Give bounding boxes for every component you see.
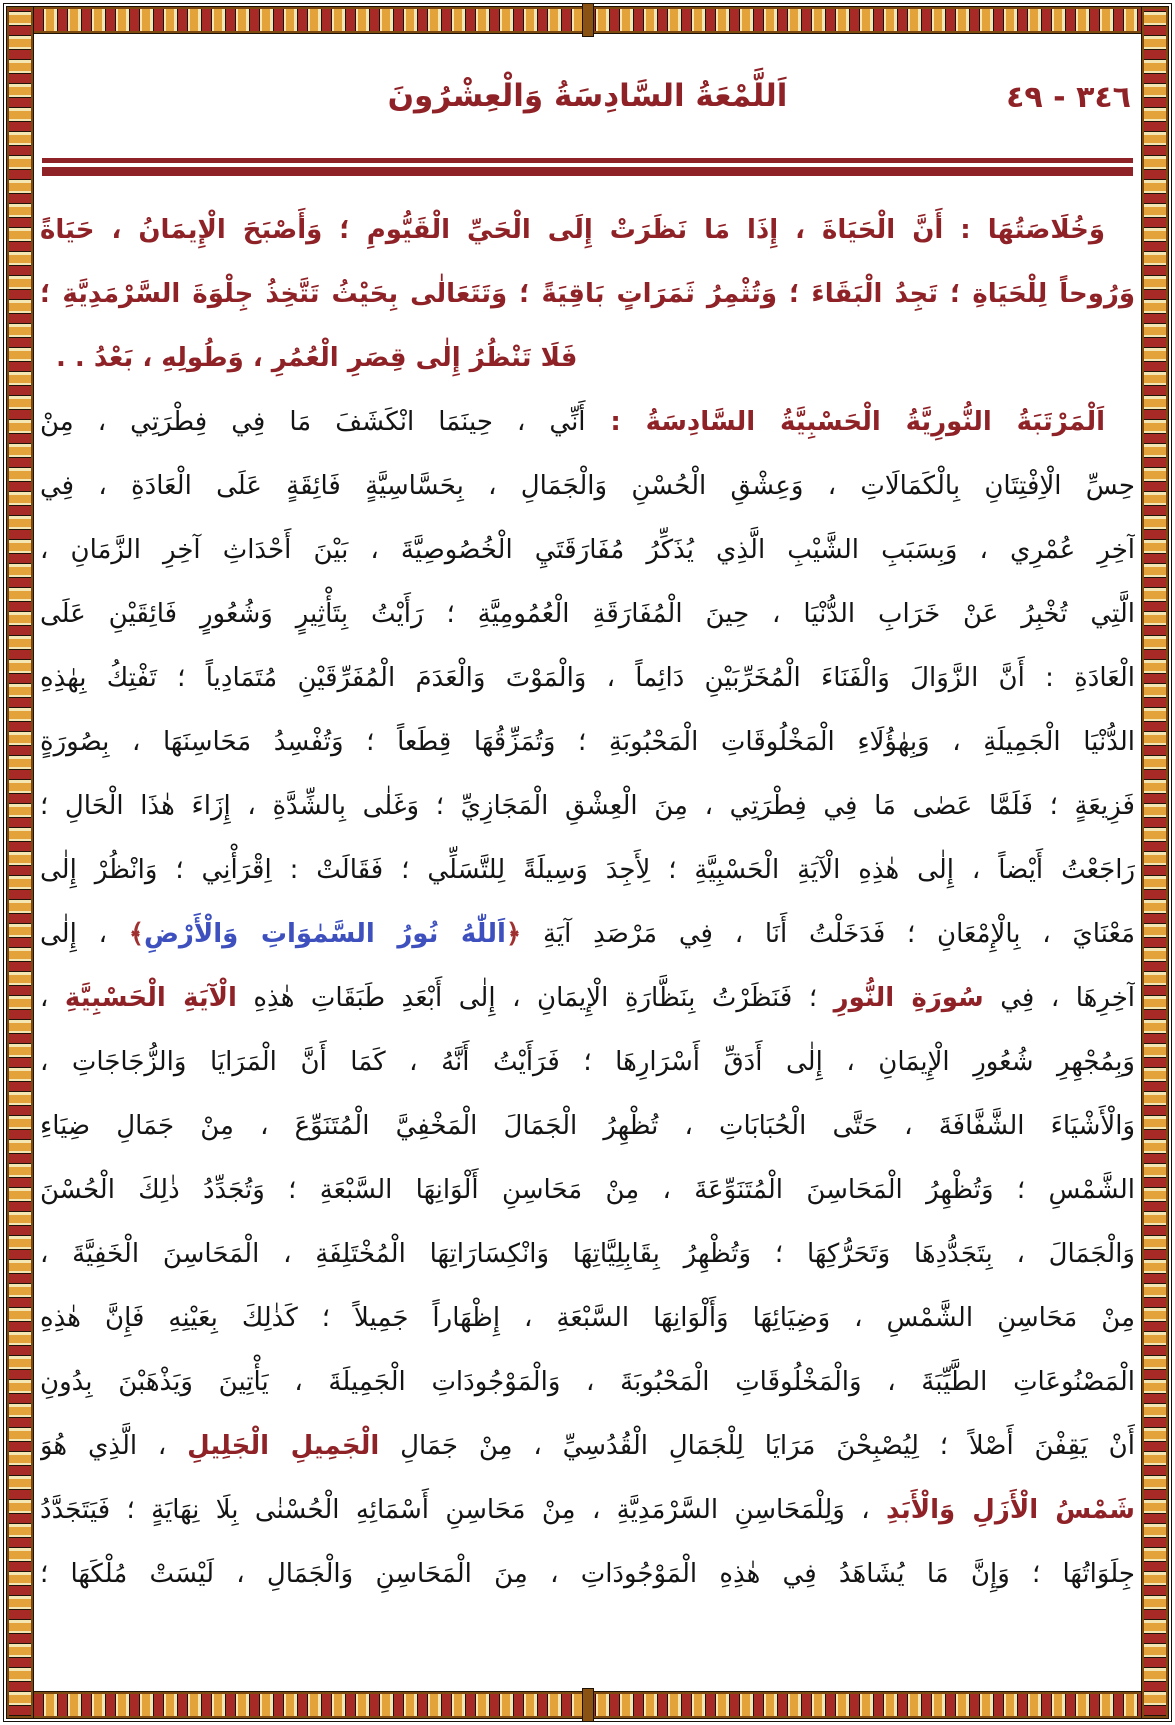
decorative-border-right (1142, 7, 1168, 1718)
text-segment: الشَّمْسِ ؛ وَتُظْهِرُ الْمَحَاسِنَ الْمُتَنَوِّعَةَ ، مِنْ مَحَاسِنِ أَلْوَانِهَا السَّبْعَةِ ؛ وَتُجَدِّدُ ذٰلِكَ الْحُسْنَ (40, 1175, 1135, 1205)
text-line (40, 1542, 1135, 1606)
text-line (40, 1030, 1135, 1094)
text-line (40, 1222, 1135, 1286)
page-number: ٣٤٦ - ٤٩ (1006, 80, 1131, 115)
text-segment: مِنْ مَحَاسِنِ الشَّمْسِ ، وَضِيَائِهَا وَأَلْوَانِهَا السَّبْعَةِ ، إِظْهَاراً جَمِيلاً ؛ كَذٰلِكَ بِعَيْنِهِ فَإِنَّ هٰذِهِ (40, 1303, 1135, 1333)
text-line (40, 1414, 1135, 1478)
text-line (40, 646, 1135, 710)
text-segment: وَخُلَاصَتُهَا : أَنَّ الْحَيَاةَ ، إِذَا مَا نَظَرَتْ إِلَى الْحَيِّ الْقَيُّومِ ؛ وَأَصْبَحَ الْإِيمَانُ ، حَيَاةً (40, 215, 1105, 245)
text-line (40, 902, 1135, 966)
text-line (40, 198, 1135, 262)
text-segment: أَنِّي ، حِينَمَا انْكَشَفَ مَا فِي فِطْرَتِي ، مِنْ (40, 407, 586, 437)
text-line (40, 1158, 1135, 1222)
text-line (40, 454, 1135, 518)
text-segment: الَّتِي تُخْبِرُ عَنْ خَرَابِ الدُّنْيَا ، حِينَ الْمُفَارَقَةِ الْعُمُومِيَّةِ ؛ رَأَيْتُ بِتَأْثِيرٍ وَشُعُورٍ فَائِقَيْنِ عَلَى (40, 599, 1135, 629)
text-line (40, 1094, 1135, 1158)
text-segment: اَلْمَرْتَبَةُ النُّورِيَّةُ الْحَسْبِيَّةُ السَّادِسَةُ : (585, 407, 1105, 437)
divider-rule-thick (42, 167, 1133, 176)
text-segment: الْآيَةِ الْحَسْبِيَّةِ (64, 983, 237, 1013)
text-segment: فَزِيعَةٍ ؛ فَلَمَّا عَصٰى مَا فِي فِطْرَتِي ، مِنَ الْعِشْقِ الْمَجَازِيِّ ؛ وَغَلٰى بِالشِّدَّةِ ، إِزَاءَ هٰذَا الْحَالِ ؛ (40, 791, 1135, 821)
text-segment: شَمْسُ الْأَزَلِ وَالْأَبَدِ (885, 1495, 1135, 1525)
text-segment: رَاجَعْتُ أَيْضاً ، إِلٰى هٰذِهِ الْآيَةِ الْحَسْبِيَّةِ ؛ لِأَجِدَ وَسِيلَةً لِلتَّسَلِّي ؛ فَقَالَتْ : اِقْرَأْنِي ؛ وَانْظُرْ إِلٰى (40, 855, 1135, 885)
text-line (40, 518, 1135, 582)
text-segment: آخِرِ عُمْرِي ، وَبِسَبَبِ الشَّيْبِ الَّذِي يُذَكِّرُ مُفَارَقَتَيِ الْخُصُوصِيَّةَ ، بَيْنَ أَحْدَاثِ آخِرِ الزَّمَانِ ، (40, 535, 1135, 565)
text-line (40, 262, 1135, 326)
body-text (40, 198, 1135, 1606)
decorative-border-bottom (7, 1692, 1168, 1718)
text-segment: الْعَادَةِ : أَنَّ الزَّوَالَ وَالْفَنَاءَ الْمُخَرِّبَيْنِ دَائِماً ، وَالْمَوْتَ وَالْعَدَمَ الْمُفَرِّقَيْنِ مُتَمَادِياً ؛ تَفْتِكُ بِهٰذِهِ (40, 663, 1135, 693)
text-line (40, 326, 1135, 390)
text-line (40, 390, 1135, 454)
decorative-border-left (7, 7, 33, 1718)
text-segment: الْجَمِيلِ الْجَلِيلِ (187, 1431, 380, 1461)
text-line (40, 1286, 1135, 1350)
text-segment: ، وَلِلْمَحَاسِنِ السَّرْمَدِيَّةِ ، مِنْ مَحَاسِنِ أَسْمَائِهِ الْحُسْنٰى بِلَا نِهَايَةٍ ؛ فَيَتَجَدَّدُ (40, 1495, 886, 1525)
text-segment: حِسِّ الْاِفْتِتَانِ بِالْكَمَالَاتِ ، وَعِشْقِ الْحُسْنِ وَالْجَمَالِ ، بِحَسَّاسِيَّةٍ فَائِقَةٍ عَلَى الْعَادَةِ ، فِي (40, 471, 1135, 501)
quran-verse: اَللّٰهُ نُورُ السَّمٰوَاتِ وَالْأَرْضِ (143, 919, 506, 949)
divider-rule-thin (42, 158, 1133, 163)
page-title: اَللَّمْعَةُ السَّادِسَةُ وَالْعِشْرُونَ (387, 78, 788, 114)
text-segment: وَالْجَمَالَ ، بِتَجَدُّدِهَا وَتَحَرُّكِهَا ؛ وَتُظْهِرُ بِقَابِلِيَّاتِهَا وَانْكِسَارَاتِهَا الْمُخْتَلِفَةِ ، الْمَحَاسِنَ الْخَفِيَّةَ ، (40, 1239, 1135, 1269)
text-segment: الدُّنْيَا الْجَمِيلَةِ ، وَبِهٰؤُلَاءِ الْمَخْلُوقَاتِ الْمَحْبُوبَةِ ؛ وَتُمَزِّقُهَا قِطَعاً ؛ وَتُفْسِدُ مَحَاسِنَهَا ، بِصُورَةٍ (40, 727, 1135, 757)
text-line (40, 710, 1135, 774)
text-segment: ﴿ (505, 919, 522, 949)
text-segment: ، إِلٰى (40, 919, 129, 949)
text-segment: آخِرِهَا ، فِي (983, 983, 1135, 1013)
text-segment: وَبِمُجْهِرِ شُعُورِ الْإِيمَانِ ، إِلٰى أَدَقِّ أَسْرَارِهَا ؛ فَرَأَيْتُ أَنَّهُ ، كَمَا أَنَّ الْمَرَايَا وَالزُّجَاجَاتِ ، (40, 1047, 1135, 1077)
text-segment: ؛ فَنَظَرْتُ بِنَظَّارَةِ الْإِيمَانِ ، إِلٰى أَبْعَدِ طَبَقَاتِ هٰذِهِ (236, 983, 834, 1013)
text-segment: مَعْنَايَ ، بِالْإِمْعَانِ ؛ فَدَخَلْتُ أَنَا ، فِي مَرْصَدِ آيَةِ (521, 919, 1135, 949)
text-segment: أَنْ يَقِفْنَ أَصْلاً ؛ لِيُصْبِحْنَ مَرَايَا لِلْجَمَالِ الْقُدُسِيِّ ، مِنْ جَمَالِ (379, 1431, 1135, 1461)
text-segment: وَرُوحاً لِلْحَيَاةِ ؛ تَجِدُ الْبَقَاءَ ؛ وَتُثْمِرُ ثَمَرَاتٍ بَاقِيَةً ؛ وَتَتَعَالٰى بِحَيْثُ تَتَّخِذُ جِلْوَةَ السَّرْمَدِيَّةِ ؛ (40, 279, 1135, 309)
text-line (40, 966, 1135, 1030)
page-header (40, 42, 1135, 148)
text-segment: فَلَا تَنْظُرُ إِلٰى قِصَرِ الْعُمُرِ ، وَطُولِهِ ، بَعْدُ . . (56, 343, 578, 373)
text-segment: ﴾ (128, 919, 144, 949)
text-segment: الْمَصْنُوعَاتِ الطَّيِّبَةَ ، وَالْمَخْلُوقَاتِ الْمَحْبُوبَةَ ، وَالْمَوْجُودَاتِ الْجَمِيلَةَ ، يَأْتِينَ وَيَذْهَبْنَ بِدُونِ (40, 1367, 1135, 1397)
text-line (40, 774, 1135, 838)
text-line (40, 1350, 1135, 1414)
text-segment: سُورَةِ النُّورِ (833, 983, 984, 1013)
text-segment: جِلَوَاتُهَا ؛ وَإِنَّ مَا يُشَاهَدُ فِي هٰذِهِ الْمَوْجُودَاتِ ، مِنَ الْمَحَاسِنِ وَالْجَمَالِ ، لَيْسَتْ مُلْكَهَا ؛ (40, 1559, 1135, 1589)
text-segment: ، (40, 983, 65, 1013)
text-line (40, 582, 1135, 646)
decorative-border-top (7, 7, 1168, 33)
page-content (40, 42, 1135, 1683)
text-line (40, 1478, 1135, 1542)
text-segment: ، الَّذِي هُوَ (40, 1431, 188, 1461)
text-line (40, 838, 1135, 902)
header-divider (42, 158, 1133, 176)
text-segment: وَالْأَشْيَاءَ الشَّفَّافَةَ ، حَتَّى الْحُبَابَاتِ ، تُظْهِرُ الْجَمَالَ الْمَخْفِيَّ الْمُتَنَوِّعَ ، مِنْ جَمَالِ ضِيَاءِ (40, 1111, 1135, 1141)
